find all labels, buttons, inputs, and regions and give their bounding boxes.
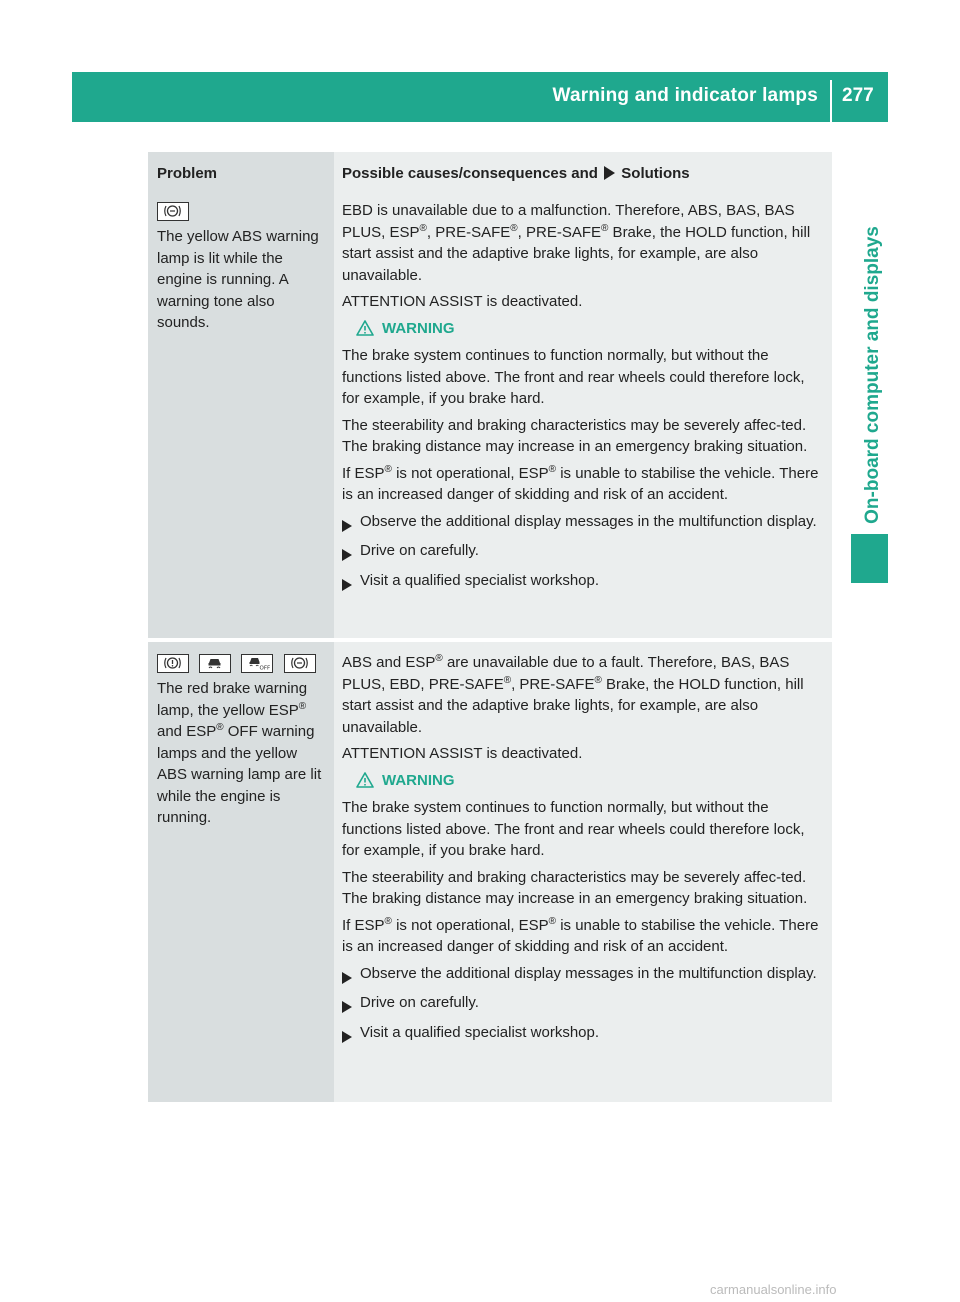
abs-icon: [284, 654, 316, 673]
warning-heading: WARNING: [356, 318, 826, 340]
step-arrow-icon: [342, 579, 352, 591]
section-title: Warning and indicator lamps: [552, 85, 818, 106]
problem-cell: [148, 192, 334, 638]
warning-text: If ESP® is not operational, ESP® is unable to stabilise the vehicle. There is an increased danger of skidding and risk of an accident.: [342, 463, 819, 503]
warning-text: The brake system continues to function normally, but without the functions listed above. The front and rear wheels could therefore lock, for example, if you brake hard.: [342, 799, 805, 859]
watermark: carmanualsonline.info: [710, 1282, 837, 1297]
table-row: [148, 192, 832, 638]
warning-text: The steerability and braking characteristics may be severely affec-ted. The braking distance may increase in an emergency braking situation.: [342, 868, 808, 907]
step-item: Drive on carefully.: [342, 992, 826, 1018]
esp-icon: [199, 654, 231, 673]
problem-cell: [148, 642, 334, 1102]
warning-heading: WARNING: [356, 770, 826, 792]
step-arrow-icon: [342, 1031, 352, 1043]
step-item: Visit a qualified specialist workshop.: [342, 570, 826, 596]
attention-assist-note: ATTENTION ASSIST is deactivated.: [342, 293, 583, 310]
svg-text:OFF: OFF: [259, 665, 271, 671]
step-arrow-icon: [342, 520, 352, 532]
step-item: Drive on carefully.: [342, 540, 826, 566]
warning-text: The steerability and braking characteristics may be severely affec-ted. The braking distance may increase in an emergency braking situation.: [342, 416, 808, 455]
attention-assist-note: ATTENTION ASSIST is deactivated.: [342, 745, 583, 762]
column-header-problem: Problem: [148, 152, 334, 192]
step-arrow-icon: [342, 972, 352, 984]
brake-icon: [157, 654, 189, 673]
lamp-icons: [157, 200, 330, 226]
header-divider: [830, 80, 832, 122]
arrow-right-icon: [604, 166, 615, 180]
warning-text: The brake system continues to function normally, but without the functions listed above. The front and rear wheels could therefore lock, for example, if you brake hard.: [342, 347, 805, 407]
table-header-row: [148, 152, 832, 192]
problem-text: The red brake warning lamp, the yellow ESP® and ESP® OFF warning lamps and the yellow ABS warning lamp are lit while the engine is running.: [157, 680, 322, 826]
step-item: Observe the additional display messages in the multifunction display.: [342, 963, 826, 989]
side-tab: [860, 160, 886, 590]
abs-icon: [157, 202, 189, 221]
warning-lamps-table: [148, 152, 832, 1102]
cause-paragraph: EBD is unavailable due to a malfunction. Therefore, ABS, BAS, BAS PLUS, ESP®, PRE-SAFE®, PRE-SAFE® Brake, the HOLD function, hill start assist and the adaptive brake lights, for example, are also unavailable.: [342, 202, 811, 284]
warning-text: If ESP® is not operational, ESP® is unable to stabilise the vehicle. There is an increased danger of skidding and risk of an accident.: [342, 915, 819, 955]
column-header-solutions: Possible causes/consequences and Solutions: [334, 152, 832, 192]
solution-cell: [334, 192, 832, 638]
warning-triangle-icon: [356, 320, 374, 336]
page-number: 277: [842, 85, 874, 106]
lamp-icons: [157, 652, 330, 678]
esp-off-icon: [241, 654, 273, 673]
step-item: Visit a qualified specialist workshop.: [342, 1022, 826, 1048]
header-bar: [72, 72, 888, 122]
step-arrow-icon: [342, 549, 352, 561]
step-arrow-icon: [342, 1001, 352, 1013]
table-row: [148, 638, 832, 1102]
problem-text: The yellow ABS warning lamp is lit while the engine is running. A warning tone also sounds.: [157, 228, 319, 331]
step-item: Observe the additional display messages in the multifunction display.: [342, 511, 826, 537]
warning-triangle-icon: [356, 772, 374, 788]
side-tab-label: On-board computer and displays: [862, 226, 883, 524]
cause-paragraph: ABS and ESP® are unavailable due to a fault. Therefore, BAS, BAS PLUS, EBD, PRE-SAFE®, PRE-SAFE® Brake, the HOLD function, hill start assist and the adaptive brake lights, for example, are also unavailable.: [342, 653, 804, 736]
side-tab-marker: [851, 534, 888, 583]
solution-cell: [334, 642, 832, 1102]
